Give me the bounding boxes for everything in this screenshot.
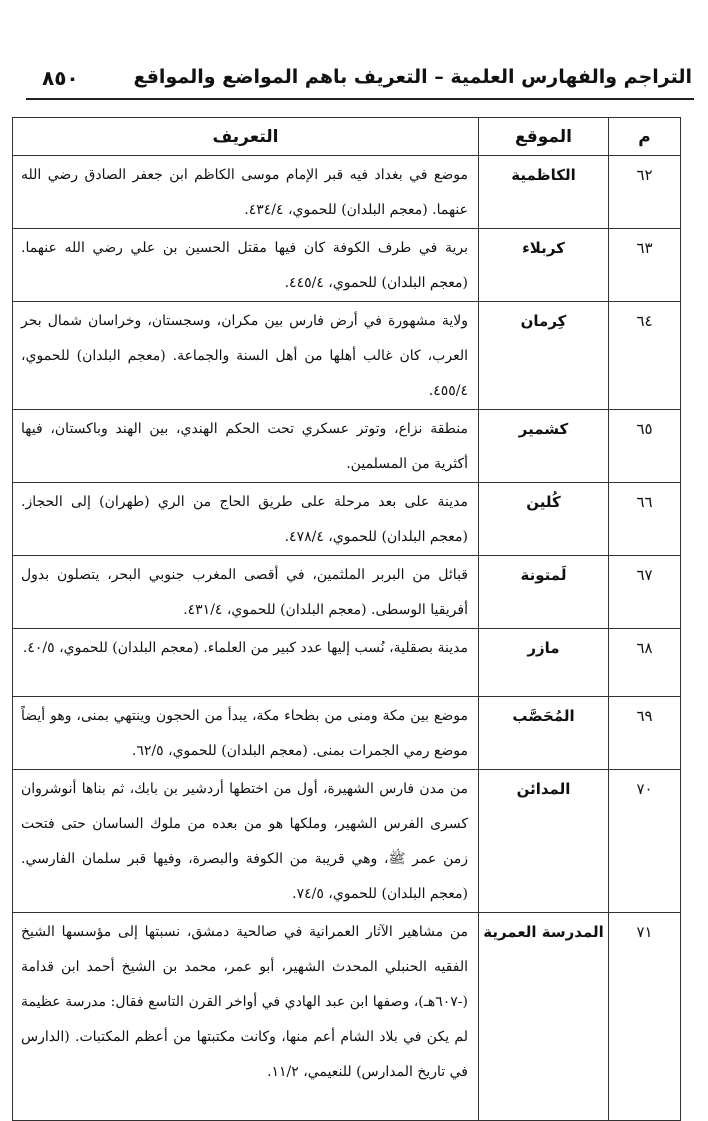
row-site: المدرسة العمرية — [479, 913, 609, 1121]
row-site: المدائن — [479, 770, 609, 913]
row-num: ٧٠ — [609, 770, 681, 913]
header-site: الموقع — [479, 118, 609, 156]
row-site: مازر — [479, 629, 609, 697]
row-num: ٦٦ — [609, 483, 681, 556]
row-definition: مدينة بصقلية، نُسب إليها عدد كبير من العلماء. (معجم البلدان) للحموي، ٤٠/٥. — [13, 629, 479, 697]
row-num: ٧١ — [609, 913, 681, 1121]
table-row — [13, 410, 681, 483]
row-site: كشمير — [479, 410, 609, 483]
table-row — [13, 229, 681, 302]
row-num: ٦٤ — [609, 302, 681, 410]
table-row — [13, 483, 681, 556]
row-definition: من مدن فارس الشهيرة، أول من اختطها أردشير بن بابك، ثم بناها أنوشروان كسرى الفرس الشهير، وملكها هو من بعده من ملوك الساسان حتى فتحت زمن عمر ﷺ، وهي قريبة من الكوفة والبصرة، وفيها قبر سلمان الفارسي. (معجم البلدان) للحموي، ٧٤/٥. — [13, 770, 479, 913]
row-num: ٦٣ — [609, 229, 681, 302]
row-definition: قبائل من البربر الملثمين، في أقصى المغرب جنوبي البحر، يتصلون بدول أفريقيا الوسطى. (معجم البلدان) للحموي، ٤٣١/٤. — [13, 556, 479, 629]
running-title: التراجم والفهارس العلمية – التعريف باهم المواضع والمواقع — [133, 66, 692, 88]
page-header — [26, 64, 694, 100]
table-row — [13, 770, 681, 913]
row-definition: من مشاهير الآثار العمرانية في صالحية دمشق، نسبتها إلى مؤسسها الشيخ الفقيه الحنبلي المحدث الشهير، أبو عمر، محمد بن الشيخ أحمد ابن قدامة (-٦٠٧هـ)، وصفها ابن عبد الهادي في أواخر القرن التاسع فقال: مدرسة عظيمة لم يكن في بلاد الشام أعم منها، وكانت مكتبتها من أعظم المكتبات. (الدارس في تاريخ المدارس) للنعيمي، ١١/٢. — [13, 913, 479, 1121]
row-definition: مدينة على بعد مرحلة على طريق الحاج من الري (طهران) إلى الحجاز. (معجم البلدان) للحموي، ٤٧٨/٤. — [13, 483, 479, 556]
row-definition: ولاية مشهورة في أرض فارس بين مكران، وسجستان، وخراسان شمال بحر العرب، كان غالب أهلها من أهل السنة والجماعة. (معجم البلدان) للحموي، ٤٥٥/٤. — [13, 302, 479, 410]
header-definition: التعريف — [13, 118, 479, 156]
row-site: كِرمان — [479, 302, 609, 410]
row-definition: منطقة نزاع، وتوتر عسكري تحت الحكم الهندي، بين الهند وباكستان، فيها أكثرية من المسلمين. — [13, 410, 479, 483]
table-row — [13, 556, 681, 629]
row-num: ٦٩ — [609, 697, 681, 770]
row-definition: موضع بين مكة ومنى من بطحاء مكة، يبدأ من الحجون وينتهي بمنى، وهو أيضاً موضع رمي الجمرات بمنى. (معجم البلدان) للحموي، ٦٢/٥. — [13, 697, 479, 770]
table-row — [13, 913, 681, 1121]
page-number: ٨٥٠ — [42, 66, 79, 90]
row-definition: برية في طرف الكوفة كان فيها مقتل الحسين بن علي رضي الله عنهما. (معجم البلدان) للحموي، ٤٤٥/٤. — [13, 229, 479, 302]
table-row — [13, 629, 681, 697]
row-site: كربلاء — [479, 229, 609, 302]
header-num: م — [609, 118, 681, 156]
table-row — [13, 302, 681, 410]
row-num: ٦٥ — [609, 410, 681, 483]
row-num: ٦٧ — [609, 556, 681, 629]
row-site: لَمتونة — [479, 556, 609, 629]
row-site: الكاظمية — [479, 156, 609, 229]
row-site: المُحَصَّب — [479, 697, 609, 770]
table-row — [13, 156, 681, 229]
row-num: ٦٢ — [609, 156, 681, 229]
places-table — [12, 117, 681, 1121]
row-num: ٦٨ — [609, 629, 681, 697]
table-row — [13, 697, 681, 770]
table-header-row — [13, 118, 681, 156]
row-site: كُلين — [479, 483, 609, 556]
row-definition: موضع في بغداد فيه قبر الإمام موسى الكاظم ابن جعفر الصادق رضي الله عنهما. (معجم البلدان) للحموي، ٤٣٤/٤. — [13, 156, 479, 229]
